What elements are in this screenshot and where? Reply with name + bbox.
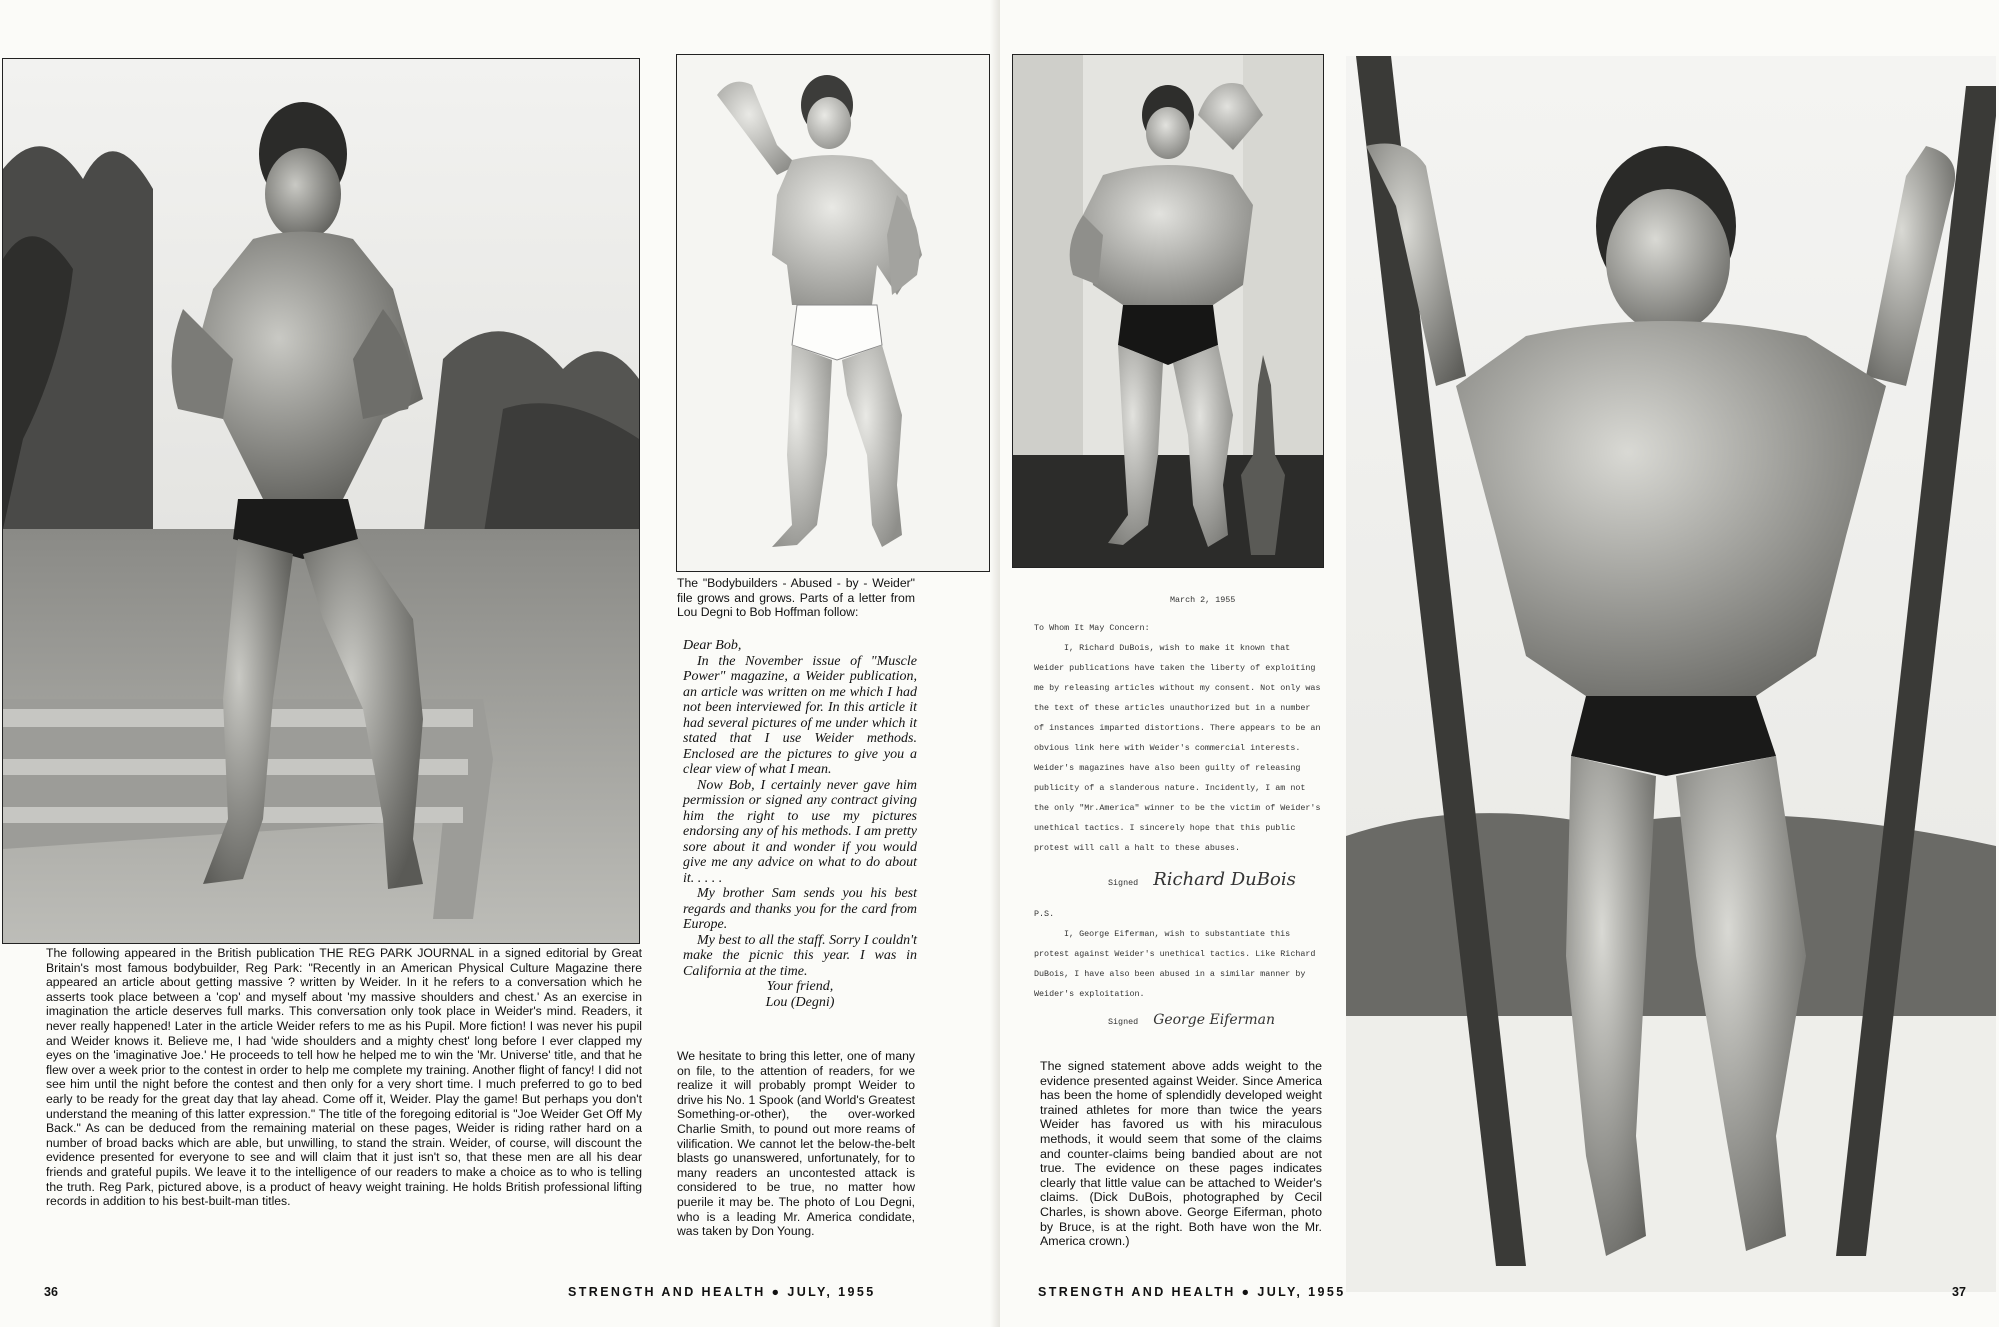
ps-label: P.S. <box>1034 909 1055 919</box>
photo-dick-dubois <box>1012 54 1324 568</box>
intro-text: The "Bodybuilders - Abused - by - Weider" file grows and grows. Parts of a letter from Lou Degni to Bob Hoffman follow: <box>677 576 915 620</box>
letter-paragraph-3: My brother Sam sends you his best regards and thanks you for the card from Europe. <box>683 886 917 932</box>
photo-reg-park <box>2 58 640 944</box>
footer-right: STRENGTH AND HEALTH ● JULY, 1955 <box>1038 1285 1346 1299</box>
reg-park-caption: The following appeared in the British publication THE REG PARK JOURNAL in a signed editorial by Great Britain's most famous bodybuilder, Reg Park: "Recently in an American Physical Culture Magazine there appeared an article about getting massive ? written by Weider. In it he refers to a conversation which he asserts took place between a 'cop' and myself about 'my massive shoulders and chest.' As an exercise in imagination the article deserves full marks. This conversation only took place in Weider's mind. Readers, it never really happened! Later in the article Weider refers to me as his Pupil. More fiction! I was never his pupil and Weider knows it. Believe me, I had 'wide shoulders and a mighty chest' long before I ever clapped my eyes on the 'imaginative Joe.' He proceeds to tell how he helped me to win the 'Mr. Universe' title, and that he flew over a week prior to the contest in order to help me complete my training. Another flight of fancy! I did not see him until the night before the contest and then only for a very short time. I much preferred to go to bed early to be ready for the great day that lay ahead. Come off it, Weider. Play the game! But perhaps you don't understand the meaning of this latter expression." The title of the foregoing editorial is "Joe Weider Get Off My Back." As can be deduced from the remaining material on these pages, Weider is riding rather hard on a number of broad backs which are able, but unwilling, to stand the strain. Weider, of course, will discount the evidence presented for everyone to see and will claim that it just isn't so, that these men are all his dear friends and grateful pupils. We leave it to the intelligence of our readers to make a choice as to who is telling the truth. Reg Park, pictured above, is a product of heavy weight training. He holds British professional lifting records in addition to his best-built-man titles. <box>46 946 642 1209</box>
after-letter-text: We hesitate to bring this letter, one of many on file, to the attention of readers, for we realize it will probably prompt Weider to drive his No. 1 Spook (and World's Greatest Something-or-other), the over-worked Charlie Smith, to pound out more reams of vilification. We cannot let the below-the-belt blasts go unanswered, unfortunately, for to many readers an uncontested attack is considered to be true, no matter how puerile it may be. The photo of Lou Degni, who is a leading Mr. America condidate, was taken by Don Young. <box>677 1049 915 1239</box>
statement-caption: The signed statement above adds weight to the evidence presented against Weider. Since America has been the home of splendidly developed weight trained athletes for more than twice the years Weider has favored us with his miraculous methods, it would seem that some of the claims and counter-claims being bandied about are not true. The evidence on these pages indicates clearly that little value can be attached to Weider's claims. (Dick DuBois, photographed by Cecil Charles, is shown above. George Eiferman, photo by Bruce, is at the right. Both have won the Mr. America crown.) <box>1040 1059 1322 1249</box>
signature-dubois: Richard DuBois <box>1153 869 1296 890</box>
signed-label-2: Signed <box>1108 1017 1139 1027</box>
right-page <box>1000 0 1999 1327</box>
footer-left: STRENGTH AND HEALTH ● JULY, 1955 <box>568 1285 876 1299</box>
ps-body: I, George Eiferman, wish to substantiate this protest against Weider's unethical tactics. Like Richard DuBois, I have also been abused in a similar manner by Weider's exploitation. <box>1034 929 1316 999</box>
letter-paragraph-4: My best to all the staff. Sorry I couldn't make the picnic this year. I was in California at the time. <box>683 932 917 979</box>
signature-eiferman: George Eiferman <box>1153 1012 1275 1028</box>
statement-date: March 2, 1955 <box>1170 595 1236 605</box>
letter-paragraph-2: Now Bob, I certainly never gave him permission or signed any contract giving him the right to use my pictures endorsing any of his methods. I am pretty sore about it and wonder if you would give me any advice on what to do about it. . . . . <box>683 777 917 886</box>
signature-row-1 <box>1108 870 1324 896</box>
letter-paragraph-1: In the November issue of "Muscle Power" magazine, a Weider publication, an article was written on me which I had not been interviewed for. In this article it had several pictures of me under which it stated that I use Weider methods. Enclosed are the pictures to give you a clear view of what I mean. <box>683 653 917 777</box>
statement-greeting: To Whom It May Concern: <box>1034 623 1150 633</box>
signed-statement <box>1034 590 1324 1032</box>
page-number-right: 37 <box>1952 1285 1966 1299</box>
letter-closing: Your friend, <box>766 979 834 994</box>
statement-body: I, Richard DuBois, wish to make it known that Weider publications have taken the liberty of exploiting me by releasing articles without my consent. Not only was the text of these articles unauthorized but in a number of instances imparted distortions. There appears to be an obvious link here with Weider's commercial interests. Weider's magazines have also been guilty of releasing publicity of a slanderous nature. Incidently, I am not the only "Mr.America" winner to be the victim of Weider's unethical tactics. I sincerely hope that this public protest will call a halt to these abuses. <box>1034 643 1321 853</box>
photo-lou-degni <box>676 54 990 572</box>
signed-label-1: Signed <box>1108 878 1139 888</box>
signature-row-2 <box>1108 1010 1324 1032</box>
lou-degni-letter <box>683 638 917 1010</box>
page-number-left: 36 <box>44 1285 58 1299</box>
letter-salutation: Dear Bob, <box>683 638 742 653</box>
photo-george-eiferman <box>1346 56 1996 1292</box>
letter-signature: Lou (Degni) <box>765 994 835 1010</box>
